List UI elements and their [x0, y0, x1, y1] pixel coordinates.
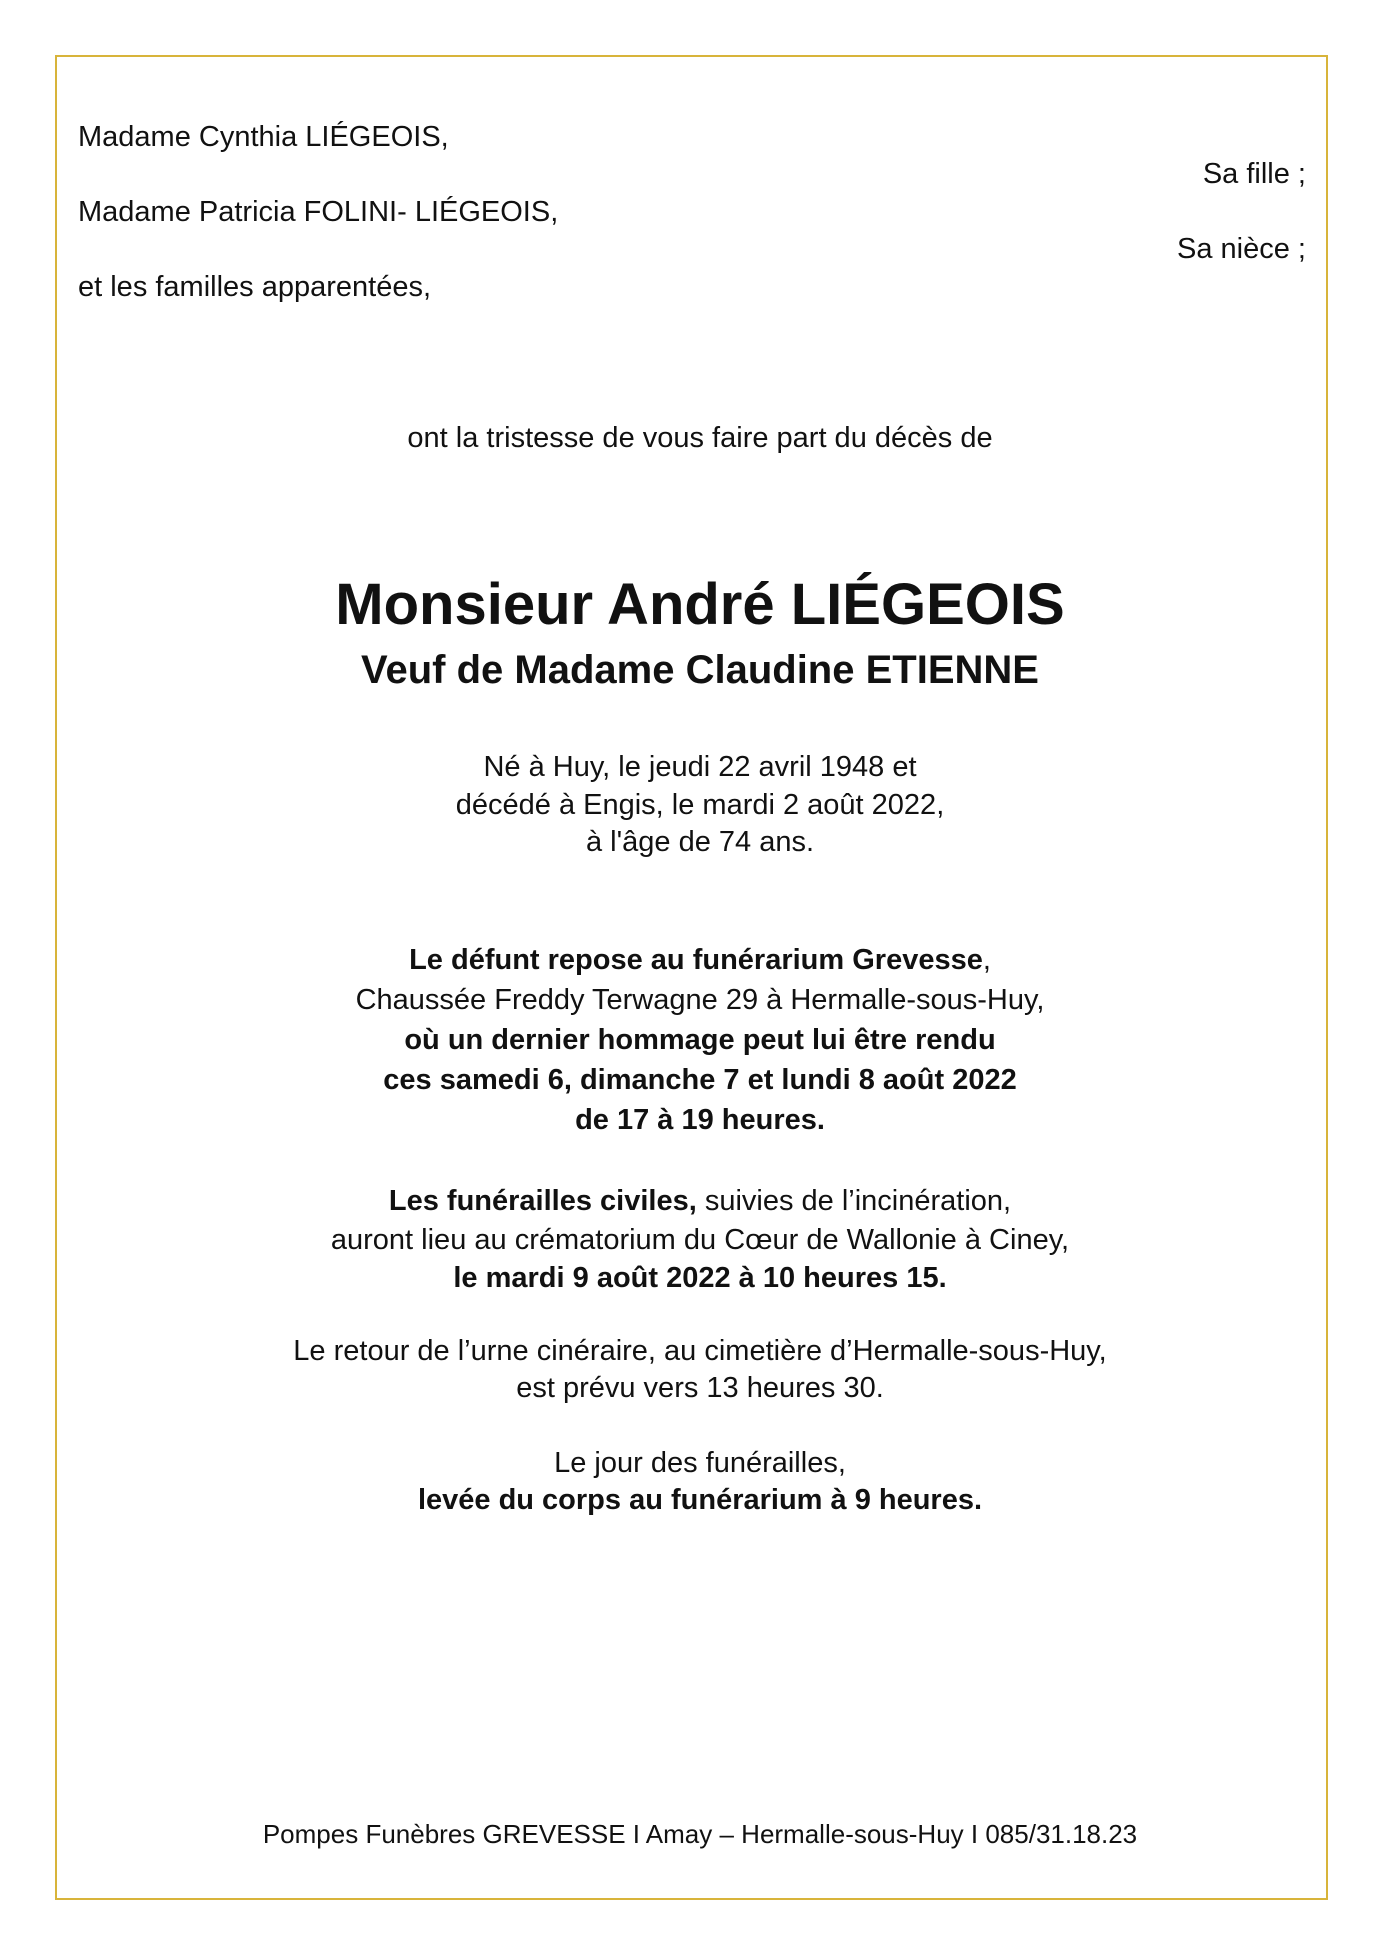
deceased-name: Monsieur André LIÉGEOIS [335, 572, 1065, 637]
funeral-home-footer: Pompes Funèbres GREVESSE I Amay – Hermalle-sous-Huy I 085/31.18.23 [262, 1819, 1138, 1849]
visitation-address: Chaussée Freddy Terwagne 29 à Hermalle-sous-Huy, [355, 984, 1045, 1016]
funeral-location: auront lieu au crématorium du Cœur de Wallonie à Ciney, [330, 1224, 1070, 1256]
announcement: ont la tristesse de vous faire part du décès de [407, 422, 993, 454]
funeral-date: le mardi 9 août 2022 à 10 heures 15. [453, 1262, 947, 1294]
birth-info: Né à Huy, le jeudi 22 avril 1948 et [483, 751, 917, 783]
family-relation-2: Sa nièce ; [1177, 233, 1306, 265]
death-info: décédé à Engis, le mardi 2 août 2022, [455, 789, 945, 821]
deceased-spouse: Veuf de Madame Claudine ETIENNE [361, 648, 1039, 692]
visitation-comma: , [982, 944, 991, 976]
departure-line-2: levée du corps au funérarium à 9 heures. [417, 1484, 983, 1516]
urn-line-2: est prévu vers 13 heures 30. [516, 1372, 884, 1404]
funeral-line-1 [0, 1183, 1378, 1219]
urn-line-1: Le retour de l’urne cinéraire, au cimetière d’Hermalle-sous-Huy, [293, 1335, 1107, 1367]
visitation-dates: ces samedi 6, dimanche 7 et lundi 8 août 2022 [383, 1064, 1017, 1096]
visitation-hours: de 17 à 19 heures. [575, 1104, 825, 1136]
family-member-2: Madame Patricia FOLINI- LIÉGEOIS, [78, 196, 559, 228]
family-others: et les familles apparentées, [78, 271, 432, 303]
departure-line-1: Le jour des funérailles, [554, 1447, 846, 1479]
family-relation-1: Sa fille ; [1202, 158, 1306, 190]
visitation-line-1 [0, 942, 1378, 978]
funeral-incineration: suivies de l’incinération, [696, 1185, 1012, 1217]
visitation-line-3: où un dernier hommage peut lui être rendu [404, 1024, 996, 1056]
age-info: à l'âge de 74 ans. [585, 826, 815, 858]
funeral-type: Les funérailles civiles, [388, 1185, 697, 1217]
family-member-1: Madame Cynthia LIÉGEOIS, [78, 121, 449, 153]
visitation-place: Le défunt repose au funérarium Grevesse [409, 944, 983, 976]
